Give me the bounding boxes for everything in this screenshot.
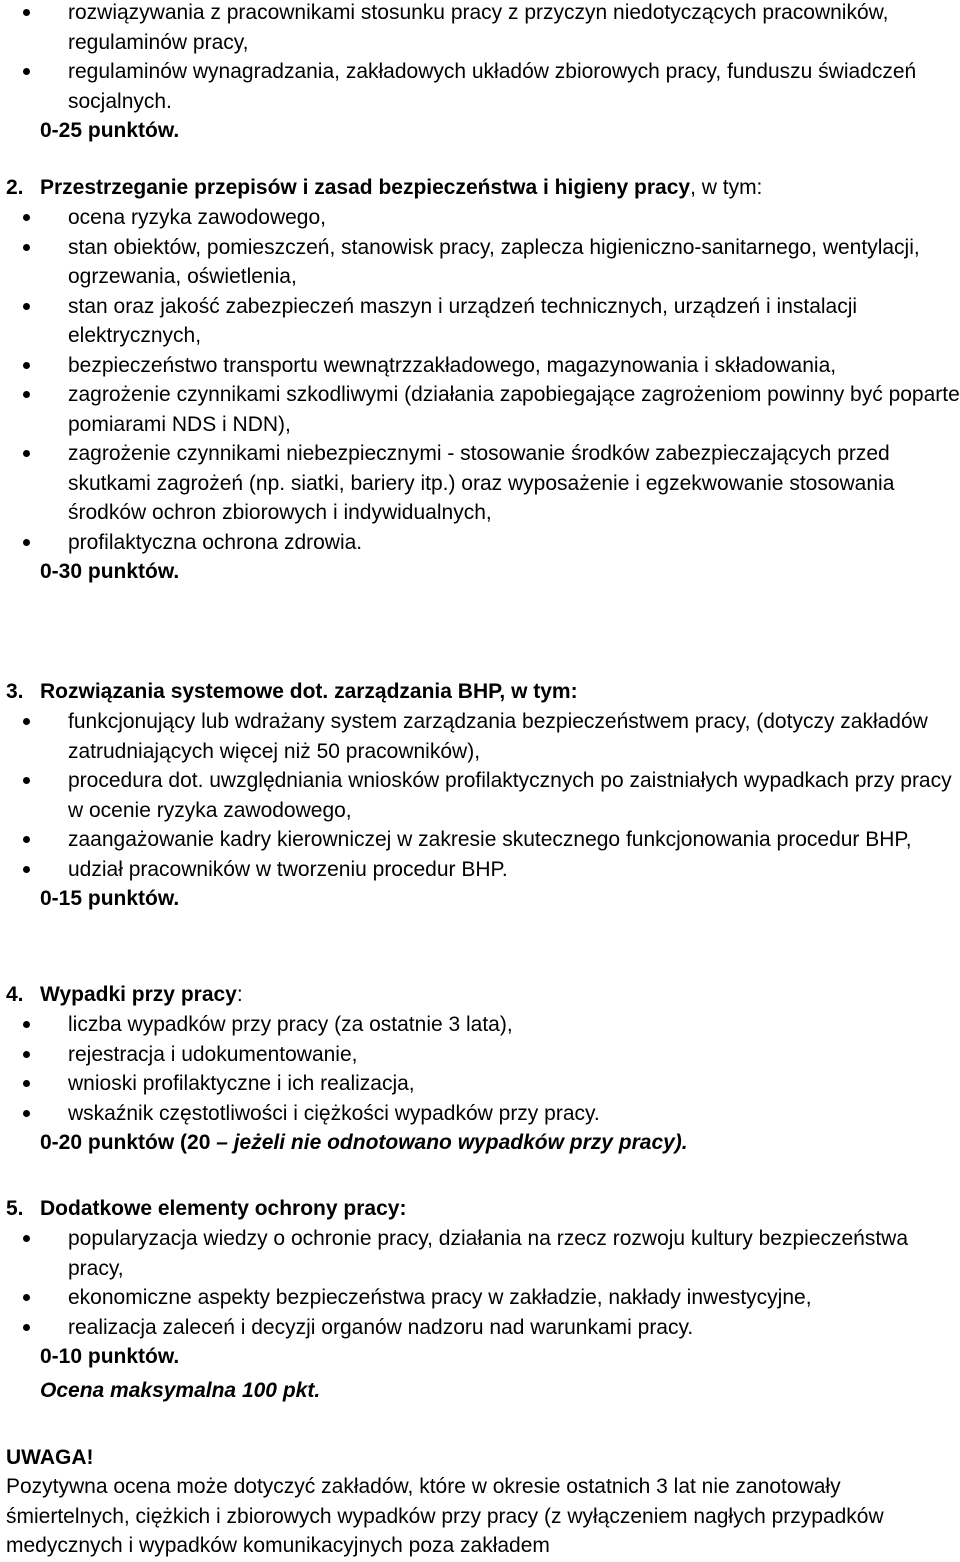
section-title-suffix: , w tym: [690,176,763,199]
list-item: regulaminów wynagradzania, zakładowych układów zbiorowych pracy, funduszu świadczeń socjalnych. [0,57,960,116]
section-3-bullet-list [0,707,960,884]
section-1-bullet-list [0,0,960,116]
list-item: ocena ryzyka zawodowego, [0,203,960,233]
section-number: 3. [6,680,24,703]
section-title: Przestrzeganie przepisów i zasad bezpieczeństwa i higieny pracy [40,176,691,199]
section-5-bullet-list [0,1224,960,1342]
max-score: Ocena maksymalna 100 pkt. [40,1379,321,1402]
list-item: funkcjonujący lub wdrażany system zarządzania bezpieczeństwem pracy, (dotyczy zakładów zatrudniających więcej niż 50 pracowników), [0,707,960,766]
section-4-heading [0,980,960,1010]
list-item: zagrożenie czynnikami szkodliwymi (działania zapobiegające zagrożeniom powinny być poparte pomiarami NDS i NDN), [0,380,960,439]
list-item: popularyzacja wiedzy o ochronie pracy, działania na rzecz rozwoju kultury bezpieczeństwa pracy, [0,1224,960,1283]
section-2-points: 0-30 punktów. [40,560,180,583]
list-item: realizacja zaleceń i decyzji organów nadzoru nad warunkami pracy. [0,1313,960,1343]
list-item: stan oraz jakość zabezpieczeń maszyn i urządzeń technicznych, urządzeń i instalacji elektrycznych, [0,292,960,351]
list-item: procedura dot. uwzględniania wniosków profilaktycznych po zaistniałych wypadkach przy pracy w ocenie ryzyka zawodowego, [0,766,960,825]
section-title: Wypadki przy pracy [40,983,237,1006]
section-number: 2. [6,176,24,199]
list-item: rozwiązywania z pracownikami stosunku pracy z przyczyn niedotyczących pracowników, regulaminów pracy, [0,0,960,57]
section-3 [0,677,960,914]
list-item: wskaźnik częstotliwości i ciężkości wypadków przy pracy. [0,1099,960,1129]
points-note: – jeżeli nie odnotowano wypadków przy pracy). [216,1131,688,1154]
list-item: bezpieczeństwo transportu wewnątrzzakładowego, magazynowania i składowania, [0,351,960,381]
list-item: udział pracowników w tworzeniu procedur BHP. [0,855,960,885]
section-title: Rozwiązania systemowe dot. zarządzania BHP, w tym: [40,680,578,703]
points-prefix: 0-20 punktów (20 [40,1131,217,1154]
note-title: UWAGA! [6,1446,94,1469]
section-2-heading [0,173,960,203]
section-1-continuation [0,0,960,146]
note-section [0,1443,960,1561]
list-item: stan obiektów, pomieszczeń, stanowisk pracy, zaplecza higieniczno-sanitarnego, wentylacji, ogrzewania, oświetlenia, [0,233,960,292]
section-2 [0,173,960,587]
list-item: zaangażowanie kadry kierowniczej w zakresie skutecznego funkcjonowania procedur BHP, [0,825,960,855]
section-3-points: 0-15 punktów. [40,887,180,910]
section-2-bullet-list [0,203,960,557]
list-item: rejestracja i udokumentowanie, [0,1040,960,1070]
section-number: 4. [6,983,24,1006]
section-5-points: 0-10 punktów. [40,1345,180,1368]
section-4-bullet-list [0,1010,960,1128]
section-title: Dodatkowe elementy ochrony pracy: [40,1197,407,1220]
list-item: liczba wypadków przy pracy (za ostatnie 3 lata), [0,1010,960,1040]
list-item: wnioski profilaktyczne i ich realizacja, [0,1069,960,1099]
section-3-heading [0,677,960,707]
section-4-points [40,1128,960,1158]
list-item: zagrożenie czynnikami niebezpiecznymi - stosowanie środków zabezpieczających przed skutkami zagrożeń (np. siatki, bariery itp.) oraz wyposażenie i egzekwowanie stosowania środków ochron zbiorowych i indywidualnych, [0,439,960,528]
section-5 [0,1194,960,1406]
section-number: 5. [6,1197,24,1220]
section-5-heading [0,1194,960,1224]
list-item: profilaktyczna ochrona zdrowia. [0,528,960,558]
note-text: Pozytywna ocena może dotyczyć zakładów, które w okresie ostatnich 3 lat nie zanotowały śmiertelnych, ciężkich i zbiorowych wypadków przy pracy (z wyłączeniem nagłych przypadków medycznych i wypadków komunikacyjnych poza zakładem [6,1475,884,1557]
section-1-points: 0-25 punktów. [40,119,180,142]
section-title-suffix: : [236,983,243,1006]
list-item: ekonomiczne aspekty bezpieczeństwa pracy w zakładzie, nakłady inwestycyjne, [0,1283,960,1313]
section-4 [0,980,960,1158]
